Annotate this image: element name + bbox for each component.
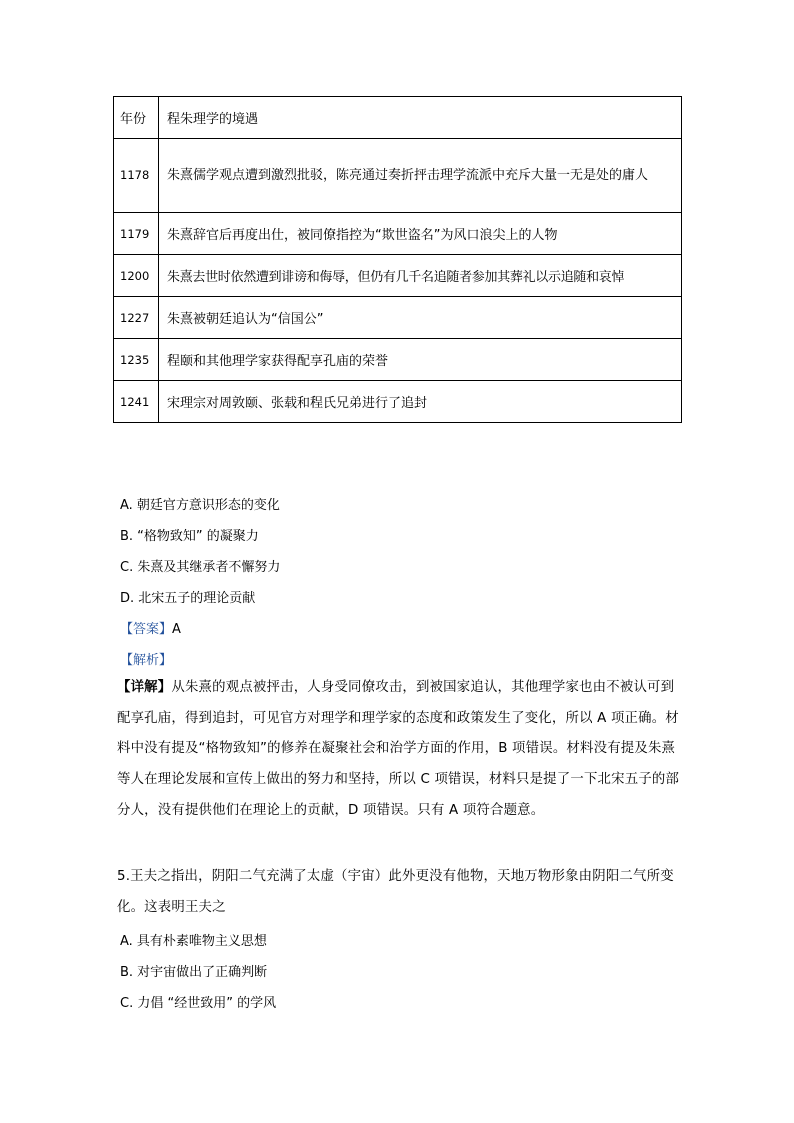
row-year: 1178 <box>114 139 159 213</box>
answer-value: A <box>172 622 181 637</box>
q4-answer-line <box>120 618 181 637</box>
row-event: 宋理宗对周敦颐、张载和程氏兄弟进行了追封 <box>159 381 682 423</box>
q5-stem: 5.王夫之指出，阴阳二气充满了太虚（宇宙）此外更没有他物，天地万物形象由阴阳二气所变化。这表明王夫之 <box>117 869 674 915</box>
row-year: 1235 <box>114 339 159 381</box>
table-row <box>114 381 682 423</box>
detail-tag: 【详解】 <box>117 680 172 695</box>
q4-analysis-line <box>120 649 172 668</box>
q4-option-a: A. 朝廷官方意识形态的变化 <box>120 498 280 513</box>
q5-option-a: A. 具有朴素唯物主义思想 <box>120 934 267 949</box>
table-row <box>114 339 682 381</box>
row-event: 朱熹被朝廷追认为“信国公” <box>159 297 682 339</box>
history-table <box>113 96 682 423</box>
table-row <box>114 297 682 339</box>
q4-detail-paragraph <box>117 673 687 827</box>
row-year: 1179 <box>114 213 159 255</box>
q4-option-c: C. 朱熹及其继承者不懈努力 <box>120 560 281 575</box>
q4-option-d: D. 北宋五子的理论贡献 <box>120 591 256 606</box>
table-header-row <box>114 97 682 139</box>
detail-text: 从朱熹的观点被抨击，人身受同僚攻击，到被国家追认，其他理学家也由不被认可到配享孔庙，得到追封，可见官方对理学和理学家的态度和政策发生了变化，所以 A 项正确。材料中没有提及“格物致知”的修养在凝聚社会和治学方面的作用，B 项错误。材料没有提及朱熹等人在理论发展和宣传上做出的努力和坚持，所以 C 项错误，材料只是提了一下北宋五子的部分人，没有提供他们在理论上的贡献，D 项错误。只有 A 项符合题意。 <box>117 680 680 818</box>
q5-option-b: B. 对宇宙做出了正确判断 <box>120 965 268 980</box>
header-event: 程朱理学的境遇 <box>159 97 682 139</box>
row-event: 朱熹辞官后再度出仕，被同僚指控为“欺世盗名”为风口浪尖上的人物 <box>159 213 682 255</box>
row-year: 1200 <box>114 255 159 297</box>
q5-option-c: C. 力倡 “经世致用” 的学风 <box>120 996 277 1011</box>
row-year: 1227 <box>114 297 159 339</box>
table-row <box>114 139 682 213</box>
answer-tag: 【答案】 <box>120 622 173 637</box>
table-row <box>114 213 682 255</box>
row-event: 程颐和其他理学家获得配享孔庙的荣誉 <box>159 339 682 381</box>
row-year: 1241 <box>114 381 159 423</box>
table-row <box>114 255 682 297</box>
row-event: 朱熹儒学观点遭到激烈批驳，陈亮通过奏折抨击理学流派中充斥大量一无是处的庸人 <box>159 139 682 213</box>
row-event: 朱熹去世时依然遭到诽谤和侮辱，但仍有几千名追随者参加其葬礼以示追随和哀悼 <box>159 255 682 297</box>
header-year: 年份 <box>114 97 159 139</box>
analysis-tag: 【解析】 <box>120 653 173 668</box>
q4-option-b: B. “格物致知” 的凝聚力 <box>120 529 259 544</box>
